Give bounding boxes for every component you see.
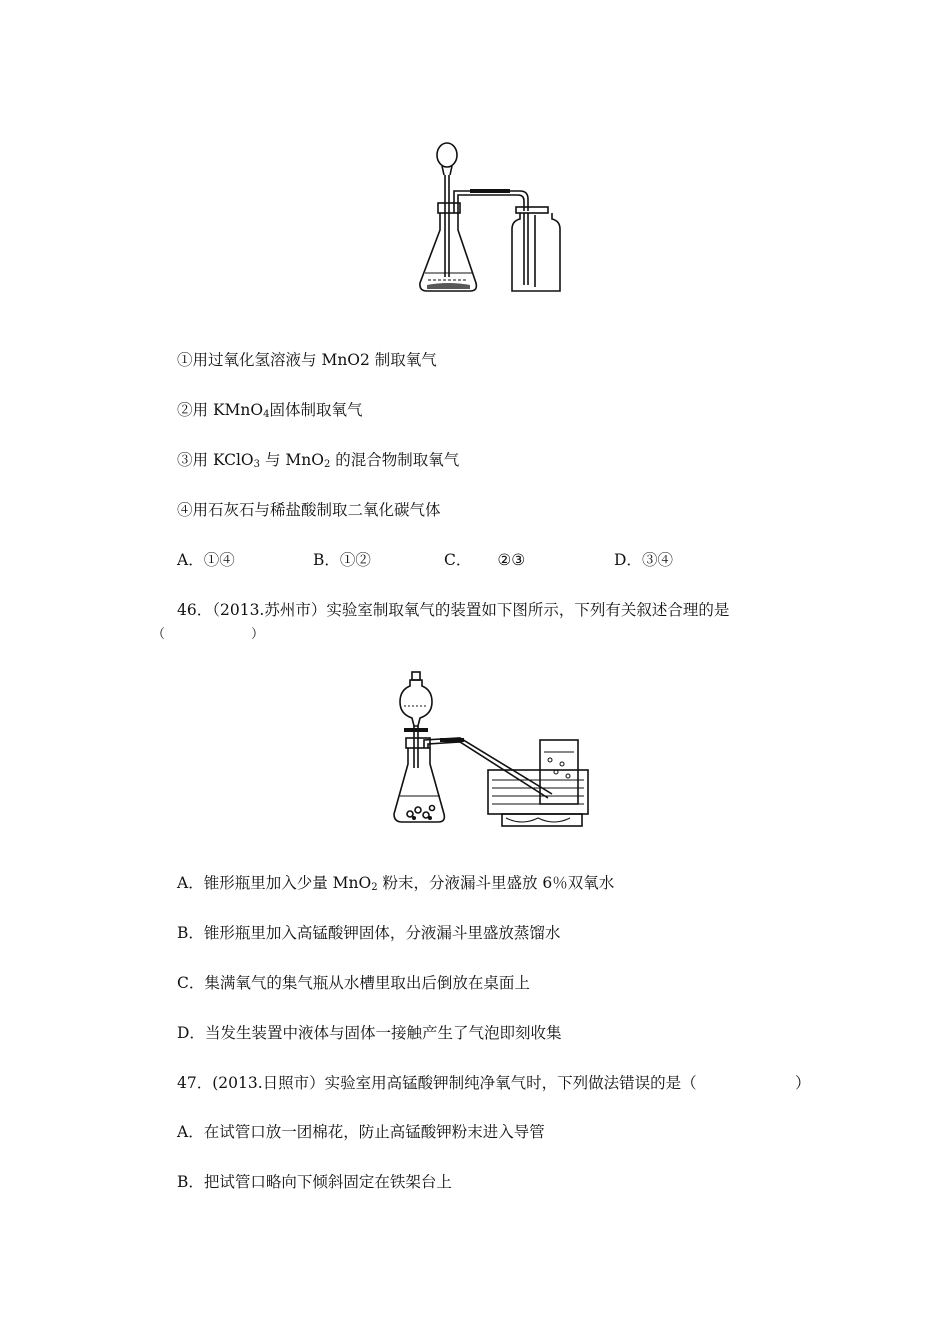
q46-option-d-text: 当发生装置中液体与固体一接触产生了气泡即刻收集 <box>204 1024 562 1042</box>
q45-option-c-label: C． <box>444 551 472 569</box>
item-3-pre: 用 KClO <box>192 451 254 469</box>
q45-option-d-value: ③④ <box>641 551 673 569</box>
q45-option-c-value: ②③ <box>497 551 526 569</box>
q46-source: （2013.苏州市） <box>212 601 327 619</box>
item-3 <box>177 450 459 475</box>
q47-bracket-close[interactable] <box>795 1073 811 1093</box>
q46-option-b[interactable] <box>177 923 560 943</box>
q45-option-a-label: A． <box>177 551 204 569</box>
q46-option-a-sub: 2 <box>371 882 378 893</box>
q47-number: 47． <box>177 1074 213 1092</box>
item-1 <box>177 350 437 370</box>
item-2-sub: 4 <box>263 409 270 420</box>
item-2-number: ② <box>177 401 193 419</box>
item-1-number: ① <box>177 351 193 369</box>
q47-option-b[interactable] <box>177 1172 452 1192</box>
q46-option-a-post: 粉末，分液漏斗里盛放 6％双氧水 <box>377 874 615 892</box>
item-3-sub2: 2 <box>323 459 331 470</box>
item-3-post: 的混合物制取氧气 <box>330 451 460 469</box>
item-3-sub1: 3 <box>253 459 261 470</box>
q46-stem <box>177 600 729 620</box>
item-2-post: 固体制取氧气 <box>269 401 363 419</box>
q45-option-d[interactable] <box>614 550 673 570</box>
q45-option-a-value: ①④ <box>203 551 235 569</box>
q46-option-b-text: 锥形瓶里加入高锰酸钾固体，分液漏斗里盛放蒸馏水 <box>203 924 561 942</box>
apparatus-figure-1 <box>410 135 570 300</box>
item-4 <box>177 500 441 520</box>
q47-text: 实验室用高锰酸钾制纯净氧气时，下列做法错误的是（ <box>324 1074 697 1092</box>
q47-option-a[interactable] <box>177 1122 545 1142</box>
item-2-pre: 用 KMnO <box>192 401 264 419</box>
q46-bracket-close: ） <box>251 627 265 642</box>
item-3-number: ③ <box>177 451 193 469</box>
q46-option-d[interactable] <box>177 1023 561 1043</box>
apparatus-figure-2 <box>392 668 592 830</box>
q47-option-b-label: B． <box>177 1173 204 1191</box>
q45-option-b-label: B． <box>313 551 340 569</box>
item-2 <box>177 400 362 425</box>
q45-option-c[interactable] <box>444 550 525 570</box>
q47-source: (2013.日照市） <box>212 1074 325 1092</box>
q46-option-b-label: B． <box>177 924 204 942</box>
item-4-text: 用石灰石与稀盐酸制取二氧化碳气体 <box>192 501 441 519</box>
q46-option-a[interactable] <box>177 873 614 898</box>
q47-bracket-close-text: ） <box>795 1074 811 1092</box>
q46-option-a-pre: 锥形瓶里加入少量 MnO <box>203 874 372 892</box>
q46-option-c[interactable] <box>177 973 530 993</box>
q45-option-b[interactable] <box>313 550 371 570</box>
item-1-text: 用过氧化氢溶液与 MnO2 制取氧气 <box>192 351 437 369</box>
q45-option-b-value: ①② <box>339 551 371 569</box>
q47-stem <box>177 1073 697 1093</box>
item-3-mid: 与 MnO <box>260 451 324 469</box>
q47-option-a-label: A． <box>177 1123 204 1141</box>
q46-bracket-open: （ <box>152 627 166 642</box>
q47-option-a-text: 在试管口放一团棉花，防止高锰酸钾粉末进入导管 <box>203 1123 545 1141</box>
q46-answer-bracket[interactable] <box>152 625 264 645</box>
q46-option-d-label: D． <box>177 1024 205 1042</box>
q46-number: 46． <box>177 601 213 619</box>
q46-text: 实验室制取氧气的装置如下图所示，下列有关叙述合理的是 <box>326 601 730 619</box>
item-4-number: ④ <box>177 501 193 519</box>
q45-option-d-label: D． <box>614 551 642 569</box>
q46-option-a-label: A． <box>177 874 204 892</box>
q45-option-a[interactable] <box>177 550 235 570</box>
q46-option-c-text: 集满氧气的集气瓶从水槽里取出后倒放在桌面上 <box>204 974 530 992</box>
q46-option-c-label: C． <box>177 974 205 992</box>
q47-option-b-text: 把试管口略向下倾斜固定在铁架台上 <box>203 1173 452 1191</box>
